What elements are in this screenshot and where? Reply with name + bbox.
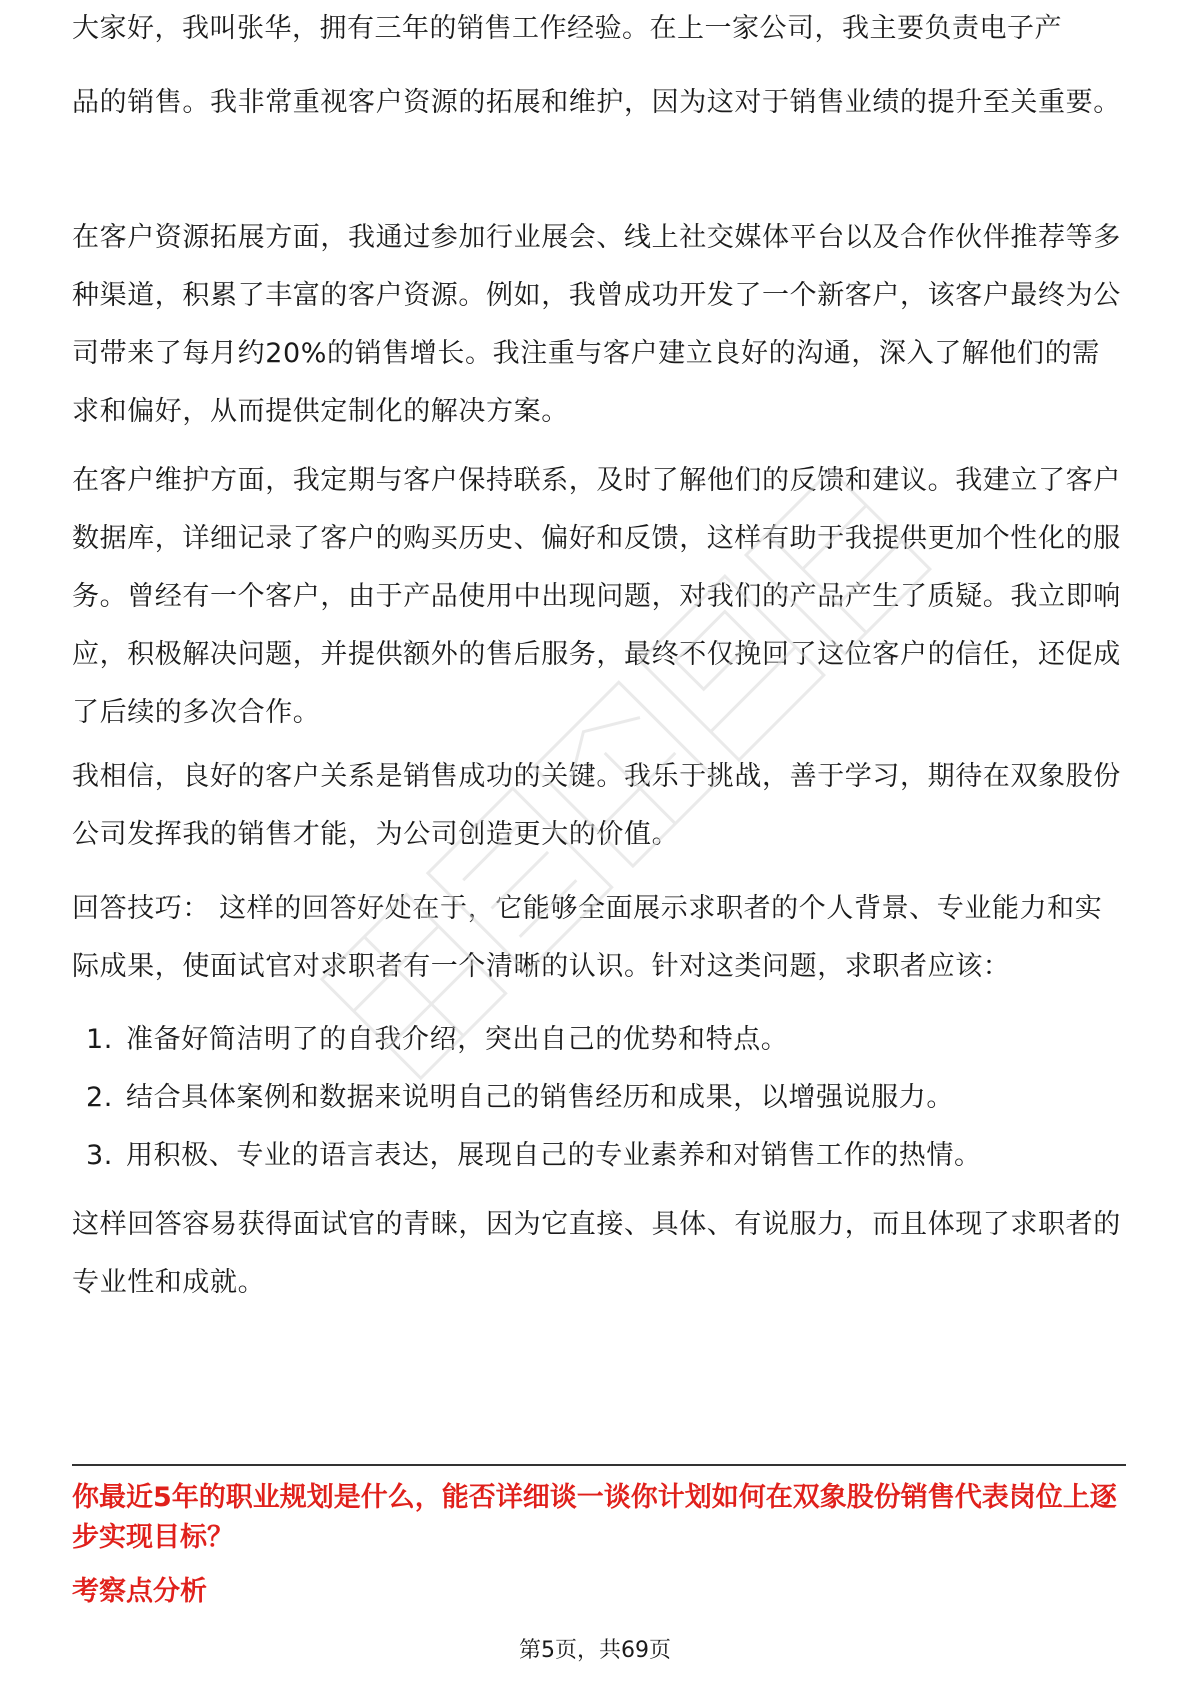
paragraph-answer-tips: 回答技巧： 这样的回答好处在于，它能够全面展示求职者的个人背景、专业能力和实际成果，使面试官对求职者有一个清晰的认识。针对这类问题，求职者应该： [72, 893, 1103, 982]
paragraph-customer-expansion: 在客户资源拓展方面，我通过参加行业展会、线上社交媒体平台以及合作伙伴推荐等多种渠道，积累了丰富的客户资源。例如，我曾成功开发了一个新客户，该客户最终为公司带来了每月约20%的销售增长。我注重与客户建立良好的沟通，深入了解他们的需求和偏好，从而提供定制化的解决方案。 [72, 222, 1121, 427]
list-number: 3. [86, 1140, 113, 1171]
list-item-text: 准备好简洁明了的自我介绍，突出自己的优势和特点。 [126, 1024, 789, 1055]
cut-off-top-line [72, 13, 1122, 78]
list-item [72, 1011, 1122, 1069]
list-item [72, 1127, 1122, 1185]
cut-off-text: 大家好，我叫张华，拥有三年的销售工作经验。在上一家公司，我主要负责电子产 [72, 13, 1062, 44]
list-item-text: 结合具体案例和数据来说明自己的销售经历和成果，以增强说服力。 [126, 1082, 954, 1113]
analysis-heading: 考察点分析 [72, 1576, 207, 1607]
list-item-text: 用积极、专业的语言表达，展现自己的专业素养和对销售工作的热情。 [126, 1140, 982, 1171]
tips-list [72, 1011, 1122, 1185]
list-item [72, 1069, 1122, 1127]
next-question-heading: 你最近5年的职业规划是什么，能否详细谈一谈你计划如何在双象股份销售代表岗位上逐步实现目标？ [72, 1482, 1117, 1553]
list-number: 2. [86, 1082, 113, 1113]
list-number: 1. [86, 1024, 113, 1055]
paragraph-customer-maintenance: 在客户维护方面，我定期与客户保持联系，及时了解他们的反馈和建议。我建立了客户数据库，详细记录了客户的购买历史、偏好和反馈，这样有助于我提供更加个性化的服务。曾经有一个客户，由于产品使用中出现问题，对我们的产品产生了质疑。我立即响应，积极解决问题，并提供额外的售后服务，最终不仅挽回了这位客户的信任，还促成了后续的多次合作。 [72, 465, 1121, 728]
paragraph-intro-continued: 品的销售。我非常重视客户资源的拓展和维护，因为这对于销售业绩的提升至关重要。 [72, 87, 1121, 118]
page-number-footer: 第5页，共69页 [519, 1638, 671, 1663]
paragraph-closing: 这样回答容易获得面试官的青睐，因为它直接、具体、有说服力，而且体现了求职者的专业性和成就。 [72, 1209, 1121, 1298]
paragraph-conclusion: 我相信，良好的客户关系是销售成功的关键。我乐于挑战，善于学习，期待在双象股份公司发挥我的销售才能，为公司创造更大的价值。 [72, 761, 1121, 850]
section-divider [72, 1464, 1126, 1466]
